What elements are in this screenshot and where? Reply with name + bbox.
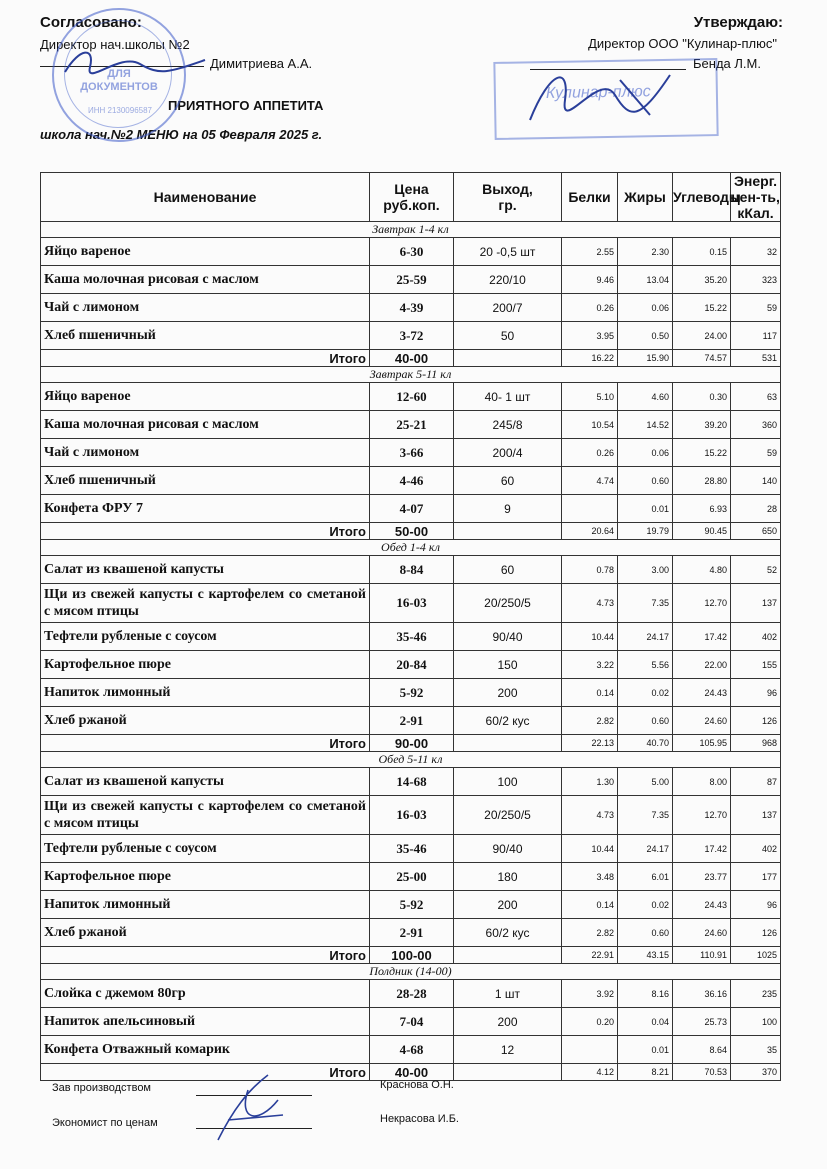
dish-protein: 10.44: [562, 835, 618, 863]
dish-output: 150: [454, 651, 562, 679]
menu-table-body: [41, 222, 781, 1081]
dish-price: 5-92: [370, 679, 454, 707]
dish-protein: 3.22: [562, 651, 618, 679]
company-stamp-text: Кулинар-плюс: [545, 83, 651, 103]
dish-energy: 96: [731, 891, 781, 919]
confirm-heading: Утверждаю:: [693, 14, 783, 31]
dish-output: 100: [454, 768, 562, 796]
total-price: 90-00: [370, 735, 454, 752]
table-row: [41, 584, 781, 623]
total-carbs: 74.57: [673, 350, 731, 367]
total-carbs: 105.95: [673, 735, 731, 752]
dish-output: 20 -0,5 шт: [454, 238, 562, 266]
dish-fat: 5.00: [618, 768, 673, 796]
director-role: Директор ООО "Кулинар-плюс": [588, 36, 777, 51]
dish-carbs: 17.42: [673, 835, 731, 863]
dish-price: 4-07: [370, 495, 454, 523]
col-carbs-header: Углеводы: [673, 173, 731, 222]
dish-price: 4-68: [370, 1036, 454, 1064]
dish-price: 35-46: [370, 623, 454, 651]
total-price: 50-00: [370, 523, 454, 540]
total-output-empty: [454, 523, 562, 540]
dish-fat: 0.01: [618, 495, 673, 523]
approver-name: Димитриева А.А.: [210, 56, 313, 71]
dish-output: 60/2 кус: [454, 919, 562, 947]
table-row: [41, 980, 781, 1008]
table-row: [41, 556, 781, 584]
dish-energy: 117: [731, 322, 781, 350]
dish-energy: 35: [731, 1036, 781, 1064]
dish-protein: 0.26: [562, 294, 618, 322]
dish-fat: 0.01: [618, 1036, 673, 1064]
dish-fat: 24.17: [618, 835, 673, 863]
dish-output: 60: [454, 556, 562, 584]
dish-price: 6-30: [370, 238, 454, 266]
dish-price: 4-39: [370, 294, 454, 322]
dish-fat: 0.02: [618, 891, 673, 919]
total-fat: 43.15: [618, 947, 673, 964]
table-row: [41, 1008, 781, 1036]
total-carbs: 90.45: [673, 523, 731, 540]
dish-carbs: 15.22: [673, 439, 731, 467]
dish-fat: 0.04: [618, 1008, 673, 1036]
menu-title: ПРИЯТНОГО АППЕТИТА: [168, 98, 324, 113]
total-label: Итого: [41, 350, 370, 367]
dish-protein: [562, 1036, 618, 1064]
dish-price: 2-91: [370, 707, 454, 735]
dish-carbs: 0.30: [673, 383, 731, 411]
total-energy: 531: [731, 350, 781, 367]
dish-price: 16-03: [370, 584, 454, 623]
dish-energy: 100: [731, 1008, 781, 1036]
table-row: [41, 768, 781, 796]
dish-fat: 6.01: [618, 863, 673, 891]
dish-energy: 59: [731, 439, 781, 467]
dish-protein: 5.10: [562, 383, 618, 411]
dish-price: 28-28: [370, 980, 454, 1008]
col-output-header-line2: гр.: [498, 197, 517, 213]
total-fat: 40.70: [618, 735, 673, 752]
dish-energy: 235: [731, 980, 781, 1008]
table-row: [41, 835, 781, 863]
dish-protein: 10.54: [562, 411, 618, 439]
dish-output: 60/2 кус: [454, 707, 562, 735]
col-price-header: [370, 173, 454, 222]
dish-output: 12: [454, 1036, 562, 1064]
col-energy-header-line2: цен-ть,: [731, 189, 780, 205]
total-output-empty: [454, 947, 562, 964]
dish-protein: 0.14: [562, 891, 618, 919]
dish-name: Хлеб ржаной: [41, 919, 370, 947]
dish-fat: 0.50: [618, 322, 673, 350]
dish-price: 35-46: [370, 835, 454, 863]
col-output-header-line1: Выход,: [482, 181, 533, 197]
dish-fat: 14.52: [618, 411, 673, 439]
dish-protein: 2.82: [562, 919, 618, 947]
dish-protein: 9.46: [562, 266, 618, 294]
footer-signature-icon: [208, 1070, 298, 1150]
dish-carbs: 23.77: [673, 863, 731, 891]
dish-output: 60: [454, 467, 562, 495]
school-stamp-inn: ИНН 2130096587: [87, 106, 153, 115]
dish-output: 20/250/5: [454, 584, 562, 623]
dish-name: Салат из квашеной капусты: [41, 768, 370, 796]
total-carbs: 70.53: [673, 1064, 731, 1081]
dish-name: Напиток лимонный: [41, 679, 370, 707]
dish-energy: 402: [731, 835, 781, 863]
dish-carbs: 6.93: [673, 495, 731, 523]
col-price-header-line1: Цена: [394, 181, 429, 197]
school-stamp-text: ДЛЯ ДОКУМЕНТОВ: [80, 68, 158, 93]
footer-role-economist: Экономист по ценам: [52, 1117, 158, 1129]
dish-carbs: 8.64: [673, 1036, 731, 1064]
total-output-empty: [454, 350, 562, 367]
section-row: [41, 222, 781, 238]
dish-energy: 402: [731, 623, 781, 651]
dish-price: 7-04: [370, 1008, 454, 1036]
dish-output: 9: [454, 495, 562, 523]
dish-fat: 0.06: [618, 294, 673, 322]
dish-protein: 4.73: [562, 584, 618, 623]
dish-name: Хлеб ржаной: [41, 707, 370, 735]
table-row: [41, 863, 781, 891]
dish-energy: 137: [731, 796, 781, 835]
dish-name: Конфета Отважный комарик: [41, 1036, 370, 1064]
col-fat-header: Жиры: [618, 173, 673, 222]
dish-energy: 59: [731, 294, 781, 322]
approved-heading: Согласовано:: [40, 14, 142, 31]
dish-protein: 3.92: [562, 980, 618, 1008]
section-title: Завтрак 1-4 кл: [41, 222, 781, 238]
dish-name: Слойка с джемом 80гр: [41, 980, 370, 1008]
table-row: [41, 411, 781, 439]
section-title: Обед 5-11 кл: [41, 752, 781, 768]
dish-energy: 126: [731, 919, 781, 947]
section-title: Обед 1-4 кл: [41, 540, 781, 556]
dish-output: 220/10: [454, 266, 562, 294]
section-row: [41, 540, 781, 556]
col-energy-header: [731, 173, 781, 222]
dish-protein: 2.82: [562, 707, 618, 735]
dish-energy: 360: [731, 411, 781, 439]
table-row: [41, 238, 781, 266]
dish-carbs: 24.00: [673, 322, 731, 350]
dish-fat: 0.60: [618, 467, 673, 495]
total-row: [41, 350, 781, 367]
dish-name: Хлеб пшеничный: [41, 467, 370, 495]
dish-name: Каша молочная рисовая с маслом: [41, 266, 370, 294]
total-protein: 22.13: [562, 735, 618, 752]
dish-protein: 2.55: [562, 238, 618, 266]
director-name: Бенда Л.М.: [693, 56, 761, 71]
dish-name: Салат из квашеной капусты: [41, 556, 370, 584]
dish-name: Каша молочная рисовая с маслом: [41, 411, 370, 439]
col-protein-header: Белки: [562, 173, 618, 222]
dish-fat: 13.04: [618, 266, 673, 294]
total-label: Итого: [41, 1064, 370, 1081]
col-energy-header-line1: Энерг.: [733, 173, 778, 189]
dish-price: 16-03: [370, 796, 454, 835]
dish-name: Картофельное пюре: [41, 863, 370, 891]
dish-protein: 4.74: [562, 467, 618, 495]
dish-price: 5-92: [370, 891, 454, 919]
dish-carbs: 15.22: [673, 294, 731, 322]
total-protein: 16.22: [562, 350, 618, 367]
dish-name: Тефтели рубленые с соусом: [41, 835, 370, 863]
dish-price: 14-68: [370, 768, 454, 796]
dish-fat: 0.06: [618, 439, 673, 467]
dish-energy: 52: [731, 556, 781, 584]
dish-carbs: 22.00: [673, 651, 731, 679]
table-row: [41, 919, 781, 947]
dish-protein: 0.14: [562, 679, 618, 707]
dish-carbs: 12.70: [673, 584, 731, 623]
table-row: [41, 1036, 781, 1064]
dish-energy: 137: [731, 584, 781, 623]
dish-price: 25-59: [370, 266, 454, 294]
dish-output: 200: [454, 679, 562, 707]
table-row: [41, 322, 781, 350]
total-row: [41, 947, 781, 964]
approver-role: Директор нач.школы №2: [40, 37, 190, 52]
dish-protein: 3.95: [562, 322, 618, 350]
dish-name: Чай с лимоном: [41, 294, 370, 322]
dish-fat: 24.17: [618, 623, 673, 651]
dish-price: 25-21: [370, 411, 454, 439]
dish-output: 200: [454, 1008, 562, 1036]
dish-carbs: 24.43: [673, 679, 731, 707]
col-name-header: Наименование: [41, 173, 370, 222]
dish-carbs: 17.42: [673, 623, 731, 651]
table-row: [41, 891, 781, 919]
total-energy: 968: [731, 735, 781, 752]
dish-energy: 87: [731, 768, 781, 796]
dish-protein: 4.73: [562, 796, 618, 835]
dish-fat: 8.16: [618, 980, 673, 1008]
total-protein: 20.64: [562, 523, 618, 540]
dish-carbs: 4.80: [673, 556, 731, 584]
dish-output: 200: [454, 891, 562, 919]
dish-fat: 3.00: [618, 556, 673, 584]
total-protein: 4.12: [562, 1064, 618, 1081]
dish-carbs: 24.60: [673, 707, 731, 735]
dish-name: Чай с лимоном: [41, 439, 370, 467]
total-fat: 15.90: [618, 350, 673, 367]
dish-price: 12-60: [370, 383, 454, 411]
dish-price: 25-00: [370, 863, 454, 891]
footer-name-economist: Некрасова И.Б.: [380, 1113, 459, 1125]
dish-protein: 0.78: [562, 556, 618, 584]
table-row: [41, 383, 781, 411]
dish-output: 245/8: [454, 411, 562, 439]
dish-protein: 10.44: [562, 623, 618, 651]
total-protein: 22.91: [562, 947, 618, 964]
dish-fat: 5.56: [618, 651, 673, 679]
table-row: [41, 623, 781, 651]
dish-output: 50: [454, 322, 562, 350]
dish-name: Щи из свежей капусты с картофелем со сметаной с мясом птицы: [41, 796, 370, 835]
table-row: [41, 796, 781, 835]
table-row: [41, 294, 781, 322]
total-carbs: 110.91: [673, 947, 731, 964]
table-row: [41, 467, 781, 495]
dish-carbs: 39.20: [673, 411, 731, 439]
dish-fat: 4.60: [618, 383, 673, 411]
dish-fat: 0.60: [618, 707, 673, 735]
dish-output: 90/40: [454, 623, 562, 651]
total-label: Итого: [41, 523, 370, 540]
dish-name: Конфета ФРУ 7: [41, 495, 370, 523]
total-energy: 370: [731, 1064, 781, 1081]
dish-price: 20-84: [370, 651, 454, 679]
dish-output: 1 шт: [454, 980, 562, 1008]
dish-price: 3-72: [370, 322, 454, 350]
dish-name: Тефтели рубленые с соусом: [41, 623, 370, 651]
section-row: [41, 964, 781, 980]
dish-carbs: 36.16: [673, 980, 731, 1008]
dish-price: 8-84: [370, 556, 454, 584]
dish-name: Яйцо вареное: [41, 238, 370, 266]
dish-energy: 32: [731, 238, 781, 266]
dish-protein: 0.20: [562, 1008, 618, 1036]
total-energy: 1025: [731, 947, 781, 964]
total-price: 40-00: [370, 1064, 454, 1081]
total-price: 40-00: [370, 350, 454, 367]
total-price: 100-00: [370, 947, 454, 964]
dish-energy: 177: [731, 863, 781, 891]
dish-name: Щи из свежей капусты с картофелем со сметаной с мясом птицы: [41, 584, 370, 623]
dish-name: Картофельное пюре: [41, 651, 370, 679]
dish-fat: 0.02: [618, 679, 673, 707]
footer-role-production: Зав производством: [52, 1082, 151, 1094]
total-fat: 8.21: [618, 1064, 673, 1081]
col-energy-header-line3: кКал.: [737, 205, 774, 221]
dish-output: 20/250/5: [454, 796, 562, 835]
section-row: [41, 367, 781, 383]
dish-output: 40- 1 шт: [454, 383, 562, 411]
total-label: Итого: [41, 735, 370, 752]
table-row: [41, 679, 781, 707]
dish-price: 3-66: [370, 439, 454, 467]
dish-carbs: 24.43: [673, 891, 731, 919]
dish-price: 4-46: [370, 467, 454, 495]
director-signature-icon: [520, 60, 690, 130]
total-row: [41, 523, 781, 540]
dish-name: Напиток апельсиновый: [41, 1008, 370, 1036]
menu-subtitle: школа нач.№2 МЕНЮ на 05 Февраля 2025 г.: [40, 127, 323, 142]
dish-protein: 3.48: [562, 863, 618, 891]
section-row: [41, 752, 781, 768]
total-energy: 650: [731, 523, 781, 540]
approver-signature-icon: [60, 42, 210, 82]
section-title: Полдник (14-00): [41, 964, 781, 980]
table-header-row: [41, 173, 781, 222]
section-title: Завтрак 5-11 кл: [41, 367, 781, 383]
dish-protein: [562, 495, 618, 523]
table-row: [41, 439, 781, 467]
dish-energy: 155: [731, 651, 781, 679]
dish-output: 200/4: [454, 439, 562, 467]
total-label: Итого: [41, 947, 370, 964]
dish-energy: 126: [731, 707, 781, 735]
table-row: [41, 707, 781, 735]
dish-fat: 7.35: [618, 796, 673, 835]
total-row: [41, 735, 781, 752]
total-output-empty: [454, 1064, 562, 1081]
dish-energy: 323: [731, 266, 781, 294]
dish-protein: 1.30: [562, 768, 618, 796]
table-row: [41, 651, 781, 679]
dish-carbs: 8.00: [673, 768, 731, 796]
dish-energy: 28: [731, 495, 781, 523]
dish-fat: 2.30: [618, 238, 673, 266]
dish-carbs: 24.60: [673, 919, 731, 947]
dish-carbs: 28.80: [673, 467, 731, 495]
total-fat: 19.79: [618, 523, 673, 540]
dish-carbs: 0.15: [673, 238, 731, 266]
dish-name: Напиток лимонный: [41, 891, 370, 919]
menu-table: [40, 172, 781, 1081]
footer-name-production: Краснова О.Н.: [380, 1079, 454, 1091]
dish-name: Яйцо вареное: [41, 383, 370, 411]
dish-energy: 63: [731, 383, 781, 411]
dish-carbs: 25.73: [673, 1008, 731, 1036]
dish-output: 90/40: [454, 835, 562, 863]
col-price-header-line2: руб.коп.: [383, 197, 440, 213]
col-output-header: [454, 173, 562, 222]
dish-carbs: 35.20: [673, 266, 731, 294]
dish-price: 2-91: [370, 919, 454, 947]
dish-carbs: 12.70: [673, 796, 731, 835]
dish-output: 180: [454, 863, 562, 891]
dish-fat: 0.60: [618, 919, 673, 947]
dish-output: 200/7: [454, 294, 562, 322]
total-row: [41, 1064, 781, 1081]
dish-name: Хлеб пшеничный: [41, 322, 370, 350]
table-row: [41, 266, 781, 294]
dish-protein: 0.26: [562, 439, 618, 467]
dish-energy: 140: [731, 467, 781, 495]
total-output-empty: [454, 735, 562, 752]
table-row: [41, 495, 781, 523]
dish-energy: 96: [731, 679, 781, 707]
dish-fat: 7.35: [618, 584, 673, 623]
